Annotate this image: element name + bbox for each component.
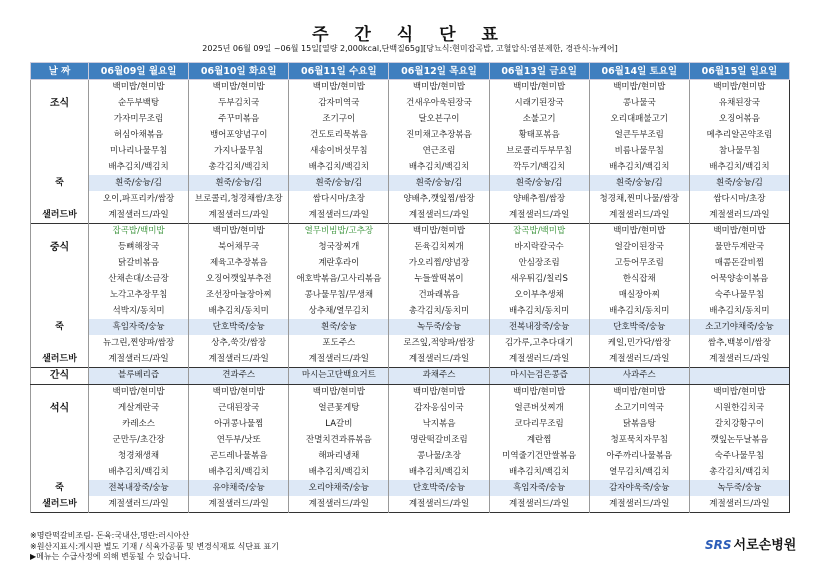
salad-bar-label: 샐러드바 [31, 207, 89, 223]
menu-cell: 가자미무조림 [89, 112, 189, 128]
menu-cell: 배추김치/동치미 [589, 303, 689, 319]
menu-cell: 낙지볶음 [389, 417, 489, 433]
breakfast-row [31, 80, 790, 96]
menu-cell: 얼큰두부조림 [589, 128, 689, 144]
snack-row [31, 368, 790, 385]
menu-cell: 카레소스 [89, 417, 189, 433]
menu-cell: 청포묵치자무침 [589, 433, 689, 449]
menu-cell: 가오리찜/양념장 [389, 256, 489, 272]
menu-cell: 총각김치/백김치 [689, 464, 789, 480]
menu-cell: 계절샐러드/과일 [489, 351, 589, 367]
menu-cell: 흰죽/숭늉/김 [689, 175, 789, 191]
menu-cell: 새송이버섯무침 [289, 144, 389, 160]
breakfast-row [31, 112, 790, 128]
category-cell [31, 272, 89, 288]
breakfast-row [31, 191, 790, 207]
category-cell [31, 303, 89, 319]
menu-cell: 산채손대/소금장 [89, 272, 189, 288]
menu-cell: 계절샐러드/과일 [89, 207, 189, 223]
snack-cell: 마시는고단백요거트 [289, 368, 389, 385]
menu-cell: 닭볶음탕 [589, 417, 689, 433]
menu-cell: 계절샐러드/과일 [589, 351, 689, 367]
menu-cell: 흰죽/숭늉 [289, 319, 389, 335]
menu-cell: 곤드레나물볶음 [189, 448, 289, 464]
menu-cell: 전복내장죽/숭늉 [489, 319, 589, 335]
day-header: 06월12일 목요일 [389, 63, 489, 80]
menu-cell: 허심아채볶음 [89, 128, 189, 144]
footnotes [30, 531, 279, 563]
menu-cell: 백미밥/현미밥 [589, 80, 689, 96]
menu-cell: 북어채무국 [189, 240, 289, 256]
category-cell [31, 417, 89, 433]
menu-cell: 열무김치/백김치 [589, 464, 689, 480]
menu-cell: 백미밥/현미밥 [89, 80, 189, 96]
menu-cell: 닭갈비볶음 [89, 256, 189, 272]
menu-cell: 오리야채죽/숭늉 [289, 480, 389, 496]
menu-cell: 흰죽/숭늉/김 [489, 175, 589, 191]
menu-cell: 백미밥/현미밥 [389, 384, 489, 400]
menu-cell: 녹두죽/숭늉 [689, 480, 789, 496]
breakfast-row [31, 144, 790, 160]
dinner-row [31, 448, 790, 464]
menu-cell: 전복내장죽/숭늉 [89, 480, 189, 496]
menu-cell: 물만두계란국 [689, 240, 789, 256]
menu-cell: 백미밥/현미밥 [489, 80, 589, 96]
menu-cell: 배추김치/동치미 [689, 303, 789, 319]
menu-cell: 계절샐러드/과일 [589, 496, 689, 512]
menu-cell: 계절샐러드/과일 [289, 496, 389, 512]
menu-cell: 백미밥/현미밥 [389, 224, 489, 240]
menu-cell: 계절샐러드/과일 [289, 351, 389, 367]
menu-cell: 청국장찌개 [289, 240, 389, 256]
category-cell [31, 448, 89, 464]
menu-cell: 백미밥/현미밥 [289, 384, 389, 400]
menu-cell: 미나리나물무침 [89, 144, 189, 160]
footnote: ※원산지표시:게시판 별도 기재 / 식육가공품 및 변경식재료 식단표 표기 [30, 541, 279, 551]
menu-cell: 안심장조림 [489, 256, 589, 272]
category-cell [31, 112, 89, 128]
menu-cell: 오이,파프리카/쌈장 [89, 191, 189, 207]
menu-cell: 잔멸치견과류볶음 [289, 433, 389, 449]
menu-cell: 흰죽/숭늉/김 [189, 175, 289, 191]
menu-cell: 시래기된장국 [489, 96, 589, 112]
menu-cell: 녹두죽/숭늉 [389, 319, 489, 335]
menu-cell: 계절샐러드/과일 [289, 207, 389, 223]
menu-cell: 백미밥/현미밥 [289, 80, 389, 96]
lunch-row [31, 351, 790, 367]
menu-cell: 감자미역국 [289, 96, 389, 112]
dinner-row [31, 417, 790, 433]
snack-cell: 마시는검은콩즙 [489, 368, 589, 385]
menu-cell: 연두부/낫또 [189, 433, 289, 449]
menu-cell: 얼갈이된장국 [589, 240, 689, 256]
menu-cell: 두부김치국 [189, 96, 289, 112]
menu-cell: 매실장아찌 [589, 288, 689, 304]
menu-cell: 갈치강황구이 [689, 417, 789, 433]
dinner-row [31, 464, 790, 480]
menu-cell: 아주까리나물볶음 [589, 448, 689, 464]
menu-cell: 게살계란국 [89, 401, 189, 417]
menu-cell: 흑임자죽/숭늉 [89, 319, 189, 335]
snack-cell: 블루베리즙 [89, 368, 189, 385]
dinner-row [31, 496, 790, 512]
category-cell [31, 144, 89, 160]
lunch-row [31, 256, 790, 272]
page-title: 주 간 식 단 표 [312, 25, 508, 45]
menu-cell: 계절샐러드/과일 [389, 207, 489, 223]
menu-cell: 포도주스 [289, 335, 389, 351]
salad-bar-label: 샐러드바 [31, 351, 89, 367]
menu-cell: 조기구이 [289, 112, 389, 128]
dinner-row [31, 401, 790, 417]
menu-cell: 배추김치/백김치 [389, 464, 489, 480]
menu-cell: 감자옹심이국 [389, 401, 489, 417]
menu-cell: 오이부추생채 [489, 288, 589, 304]
weekly-menu-table [30, 62, 790, 513]
menu-cell: 계절샐러드/과일 [689, 351, 789, 367]
menu-cell: 배추김치/백김치 [389, 159, 489, 175]
menu-cell: 참나물무침 [689, 144, 789, 160]
menu-cell: 배추김치/백김치 [689, 159, 789, 175]
menu-cell: 단호박죽/숭늉 [389, 480, 489, 496]
menu-cell: 오징어깻잎부추전 [189, 272, 289, 288]
breakfast-row [31, 207, 790, 223]
menu-cell: 깍두기/백김치 [489, 159, 589, 175]
menu-cell: 백미밥/현미밥 [589, 384, 689, 400]
menu-cell: 계절샐러드/과일 [389, 496, 489, 512]
header-row [31, 63, 790, 80]
menu-cell: 양배추찜/쌈장 [489, 191, 589, 207]
menu-cell: 쌈다시마/초장 [689, 191, 789, 207]
menu-cell: 계절샐러드/과일 [489, 207, 589, 223]
menu-cell: 감자야욱죽/숭늉 [589, 480, 689, 496]
lunch-row [31, 272, 790, 288]
menu-cell: 콩나물무침/무생채 [289, 288, 389, 304]
menu-cell: 군만두/초간장 [89, 433, 189, 449]
menu-cell: 계란찜 [489, 433, 589, 449]
snack-cell: 사과주스 [589, 368, 689, 385]
menu-cell: 상추채/열무김치 [289, 303, 389, 319]
menu-cell: 흰죽/숭늉/김 [589, 175, 689, 191]
menu-cell: 가지나물무침 [189, 144, 289, 160]
menu-cell: 백미밥/현미밥 [389, 80, 489, 96]
menu-cell: 계절샐러드/과일 [389, 351, 489, 367]
menu-cell: 석박지/동치미 [89, 303, 189, 319]
menu-cell: 백미밥/현미밥 [689, 384, 789, 400]
menu-cell: 흰죽/숭늉/김 [89, 175, 189, 191]
hospital-name: 서로손병원 [733, 538, 797, 553]
menu-cell: 진미채고추장볶음 [389, 128, 489, 144]
menu-cell: 소고기미역국 [589, 401, 689, 417]
menu-cell: 숙주나물무침 [689, 448, 789, 464]
menu-cell: 계란후라이 [289, 256, 389, 272]
menu-cell: 계절샐러드/과일 [489, 496, 589, 512]
lunch-row [31, 303, 790, 319]
menu-cell: 흑임자죽/숭늉 [489, 480, 589, 496]
menu-cell: 흰죽/숭늉/김 [289, 175, 389, 191]
menu-cell: 쌈다시마/초장 [289, 191, 389, 207]
menu-cell: 제육고추장볶음 [189, 256, 289, 272]
category-cell [31, 191, 89, 207]
dinner-row [31, 480, 790, 496]
menu-cell: 총각김치/동치미 [389, 303, 489, 319]
meal-label: 조식 [31, 96, 89, 112]
menu-cell: 주꾸미볶음 [189, 112, 289, 128]
breakfast-row [31, 128, 790, 144]
snack-cell: 과채주스 [389, 368, 489, 385]
lunch-row [31, 319, 790, 335]
menu-cell: 배추김치/백김치 [289, 159, 389, 175]
menu-cell: 청경채,찐미나물/쌈장 [589, 191, 689, 207]
breakfast-row [31, 175, 790, 191]
meal-label: 중식 [31, 240, 89, 256]
menu-cell: 계절샐러드/과일 [189, 351, 289, 367]
menu-cell: 배추김치/백김치 [589, 159, 689, 175]
category-cell [31, 288, 89, 304]
menu-cell: 배추김치/백김치 [489, 464, 589, 480]
menu-cell: 브로콜리두부무침 [489, 144, 589, 160]
menu-cell: 계절샐러드/과일 [89, 351, 189, 367]
porridge-label: 죽 [31, 319, 89, 335]
menu-cell: 로즈잎,적양파/쌈장 [389, 335, 489, 351]
menu-cell: 상추,쑥갓/쌈장 [189, 335, 289, 351]
menu-cell: 바지락칼국수 [489, 240, 589, 256]
dinner-row [31, 384, 790, 400]
menu-cell: 오리대패불고기 [589, 112, 689, 128]
menu-cell: 백미밥/현미밥 [489, 384, 589, 400]
snack-cell: 견과주스 [189, 368, 289, 385]
menu-cell: 아귀콩나물찜 [189, 417, 289, 433]
menu-cell: 단호박죽/숭늉 [189, 319, 289, 335]
menu-cell: 김가루,고추다대기 [489, 335, 589, 351]
menu-cell: 계절샐러드/과일 [189, 496, 289, 512]
day-header: 06월11일 수요일 [289, 63, 389, 80]
menu-cell: 노각고추장무침 [89, 288, 189, 304]
menu-cell: 연근조림 [389, 144, 489, 160]
menu-cell: 오징어볶음 [689, 112, 789, 128]
breakfast-row [31, 159, 790, 175]
category-cell [31, 159, 89, 175]
menu-cell: 등뼈해장국 [89, 240, 189, 256]
menu-cell: 케일,민가닥/쌈장 [589, 335, 689, 351]
menu-cell: 애호박볶음/고사리볶음 [289, 272, 389, 288]
breakfast-row [31, 96, 790, 112]
menu-cell: 근대된장국 [189, 401, 289, 417]
menu-cell: 흰죽/숭늉/김 [389, 175, 489, 191]
menu-cell: 뉴그린,찐양파/쌈장 [89, 335, 189, 351]
menu-cell: 계절샐러드/과일 [589, 207, 689, 223]
menu-cell: 잡곡밥/백미밥 [89, 224, 189, 240]
menu-cell: 유채된장국 [689, 96, 789, 112]
porridge-label: 죽 [31, 480, 89, 496]
date-header: 날 짜 [31, 63, 89, 80]
lunch-row [31, 288, 790, 304]
menu-cell: 고등어무조림 [589, 256, 689, 272]
menu-cell: 순두부백탕 [89, 96, 189, 112]
menu-cell: 조선장마늘장아찌 [189, 288, 289, 304]
menu-cell: 소불고기 [489, 112, 589, 128]
porridge-label: 죽 [31, 175, 89, 191]
menu-cell: 잡곡밥/백미밥 [489, 224, 589, 240]
category-cell [31, 433, 89, 449]
menu-cell: 돈육김치찌개 [389, 240, 489, 256]
category-cell [31, 335, 89, 351]
menu-cell: 누들쌀떡볶이 [389, 272, 489, 288]
category-cell [31, 80, 89, 96]
menu-cell: 건도토리묵볶음 [289, 128, 389, 144]
menu-cell: 배추김치/백김치 [89, 464, 189, 480]
menu-cell: 계절샐러드/과일 [89, 496, 189, 512]
day-header: 06월09일 월요일 [89, 63, 189, 80]
menu-cell: 한식잡채 [589, 272, 689, 288]
page-subtitle: 2025년 06월 09일 ~06월 15일[열량 2,000kcal,단백질65g][당뇨식:현미잡곡밥, 고혈압식:염분제한, 경관식:뉴케어] [202, 44, 618, 53]
menu-cell: 배추김치/동치미 [189, 303, 289, 319]
menu-cell: 새우튀김/칠리S [489, 272, 589, 288]
menu-cell: 비름나물무침 [589, 144, 689, 160]
category-cell [31, 464, 89, 480]
menu-cell: 유야채죽/숭늉 [189, 480, 289, 496]
menu-cell: 계절샐러드/과일 [689, 496, 789, 512]
menu-cell: 배추김치/동치미 [489, 303, 589, 319]
footnote: ※명란떡갈비조림- 돈육:국내산,명란:러시아산 [30, 531, 190, 540]
dinner-row [31, 433, 790, 449]
menu-cell: 배추김치/백김치 [189, 464, 289, 480]
lunch-row [31, 335, 790, 351]
menu-cell: LA갈비 [289, 417, 389, 433]
menu-cell: 깻잎논두날볶음 [689, 433, 789, 449]
menu-cell: 해파리냉채 [289, 448, 389, 464]
menu-cell: 백미밥/현미밥 [689, 224, 789, 240]
salad-bar-label: 샐러드바 [31, 496, 89, 512]
lunch-row [31, 224, 790, 240]
menu-cell: 미역줄기건만쌀볶음 [489, 448, 589, 464]
category-cell [31, 384, 89, 400]
menu-cell: 브로콜리,청경채쌈/초장 [189, 191, 289, 207]
menu-cell: 쌈추,백봉이/쌈장 [689, 335, 789, 351]
menu-cell: 백미밥/현미밥 [189, 384, 289, 400]
snack-label: 간식 [31, 368, 89, 385]
menu-cell: 매콤돈갈비찜 [689, 256, 789, 272]
category-cell [31, 224, 89, 240]
day-header: 06월15일 일요일 [689, 63, 789, 80]
day-header: 06월10일 화요일 [189, 63, 289, 80]
menu-cell: 숙주나물무침 [689, 288, 789, 304]
menu-cell: 총각김치/백김치 [189, 159, 289, 175]
menu-cell: 계절샐러드/과일 [189, 207, 289, 223]
menu-cell: 얼큰버섯찌개 [489, 401, 589, 417]
menu-cell: 시원한김치국 [689, 401, 789, 417]
menu-cell: 백미밥/현미밥 [689, 80, 789, 96]
menu-cell: 양배추,깻잎찜/쌈장 [389, 191, 489, 207]
menu-cell: 메추리알곤약조림 [689, 128, 789, 144]
menu-cell: 열무비빔밥/고추장 [289, 224, 389, 240]
menu-cell: 뱅어포양념구이 [189, 128, 289, 144]
menu-cell: 건파래볶음 [389, 288, 489, 304]
menu-cell: 달오븐구이 [389, 112, 489, 128]
menu-cell: 콩나물/초장 [389, 448, 489, 464]
menu-cell: 백미밥/현미밥 [189, 80, 289, 96]
menu-cell: 배추김치/백김치 [289, 464, 389, 480]
menu-cell: 얼큰꽃게탕 [289, 401, 389, 417]
day-header: 06월13일 금요일 [489, 63, 589, 80]
logo-mark: SRS [705, 538, 732, 552]
menu-cell: 황태포볶음 [489, 128, 589, 144]
menu-cell: 어묵양송이볶음 [689, 272, 789, 288]
menu-cell: 백미밥/현미밥 [89, 384, 189, 400]
menu-cell: 단호박죽/숭늉 [589, 319, 689, 335]
category-cell [31, 128, 89, 144]
snack-cell [689, 368, 789, 385]
menu-cell: 백미밥/현미밥 [589, 224, 689, 240]
menu-cell: 코다리무조림 [489, 417, 589, 433]
menu-cell: 건새우아욱된장국 [389, 96, 489, 112]
lunch-row [31, 240, 790, 256]
meal-label: 석식 [31, 401, 89, 417]
menu-cell: 백미밥/현미밥 [189, 224, 289, 240]
menu-cell: 콩나물국 [589, 96, 689, 112]
menu-cell: 명란떡갈비조림 [389, 433, 489, 449]
day-header: 06월14일 토요일 [589, 63, 689, 80]
footnote: ▶메뉴는 수급사정에 의해 변동될 수 있습니다. [30, 552, 191, 561]
menu-cell: 청경채생채 [89, 448, 189, 464]
hospital-logo [705, 534, 796, 553]
menu-cell: 소고기야채죽/숭늉 [689, 319, 789, 335]
menu-cell: 계절샐러드/과일 [689, 207, 789, 223]
category-cell [31, 256, 89, 272]
menu-cell: 배추김치/백김치 [89, 159, 189, 175]
